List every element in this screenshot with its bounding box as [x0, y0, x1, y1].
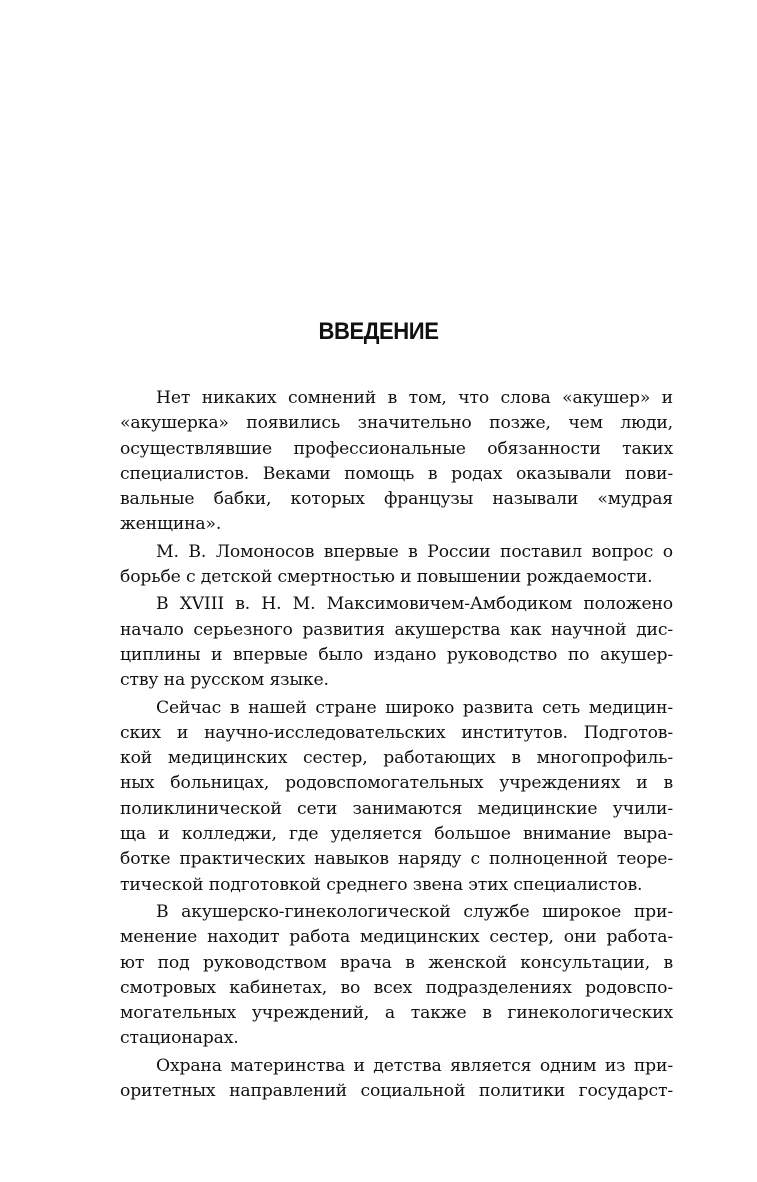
text-line: вальные бабки, которых французы называли «мудрая — [120, 489, 673, 510]
text-line: Нет никаких сомнений в том, что слова «акушер» и — [156, 388, 673, 408]
text-line: могательных учреждений, а также в гинекологических — [120, 1003, 673, 1024]
text-line: ща и колледжи, где уделяется большое внимание выра- — [120, 824, 673, 845]
text-line: стационарах. — [120, 1028, 239, 1049]
paragraph-2 — [84, 540, 673, 591]
text-line: Охрана материнства и детства является одним из при- — [156, 1055, 673, 1076]
text-line: начало серьезного развития акушерства как научной дис- — [120, 619, 673, 640]
text-line: ных больницах, родовспомогательных учреждениях и в — [120, 773, 673, 794]
text-line: ских и научно-исследовательских институтов. Подготов- — [120, 722, 673, 743]
text-line: кой медицинских сестер, работающих в многопрофиль- — [120, 748, 673, 769]
text-line: В акушерско-гинекологической службе широкое при- — [156, 901, 673, 922]
text-line: оритетных направлений социальной политики государст- — [120, 1081, 673, 1102]
text-line: Сейчас в нашей стране широко развита сеть медицин- — [156, 697, 673, 718]
text-line: циплины и впервые было издано руководство по акушер- — [120, 644, 673, 665]
text-line: ют под руководством врача в женской консультации, в — [120, 952, 673, 973]
text-line: специалистов. Веками помощь в родах оказывали пови- — [120, 463, 673, 484]
paragraph-3 — [84, 592, 673, 693]
chapter-heading: ВВЕДЕНИЕ — [318, 318, 439, 345]
text-line: борьбе с детской смертностью и повышении рождаемости. — [120, 567, 653, 588]
text-line: «акушерка» появились значительно позже, чем люди, — [120, 413, 673, 434]
text-line: осуществлявшие профессиональные обязанности таких — [120, 438, 673, 459]
paragraph-6 — [84, 1054, 673, 1105]
text-line: поликлинической сети занимаются медицинские учили- — [120, 798, 673, 819]
paragraph-5 — [84, 900, 673, 1052]
text-line: женщина». — [120, 514, 222, 535]
text-line: смотровых кабинетах, во всех подразделениях родовспо- — [120, 977, 673, 998]
paragraph-4 — [84, 696, 673, 898]
text-line: ботке практических навыков наряду с полноценной теоре- — [120, 849, 673, 870]
text-line: тической подготовкой среднего звена этих специалистов. — [120, 874, 643, 895]
text-line: В XVIII в. Н. М. Максимовичем-Амбодиком положено — [156, 594, 673, 615]
text-line: менение находит работа медицинских сестер, они работа- — [120, 927, 673, 948]
text-line: М. В. Ломоносов впервые в России поставил вопрос о — [156, 541, 673, 562]
paragraph-1 — [84, 386, 673, 538]
body-text — [84, 386, 673, 1106]
text-line: ству на русском языке. — [120, 670, 329, 691]
